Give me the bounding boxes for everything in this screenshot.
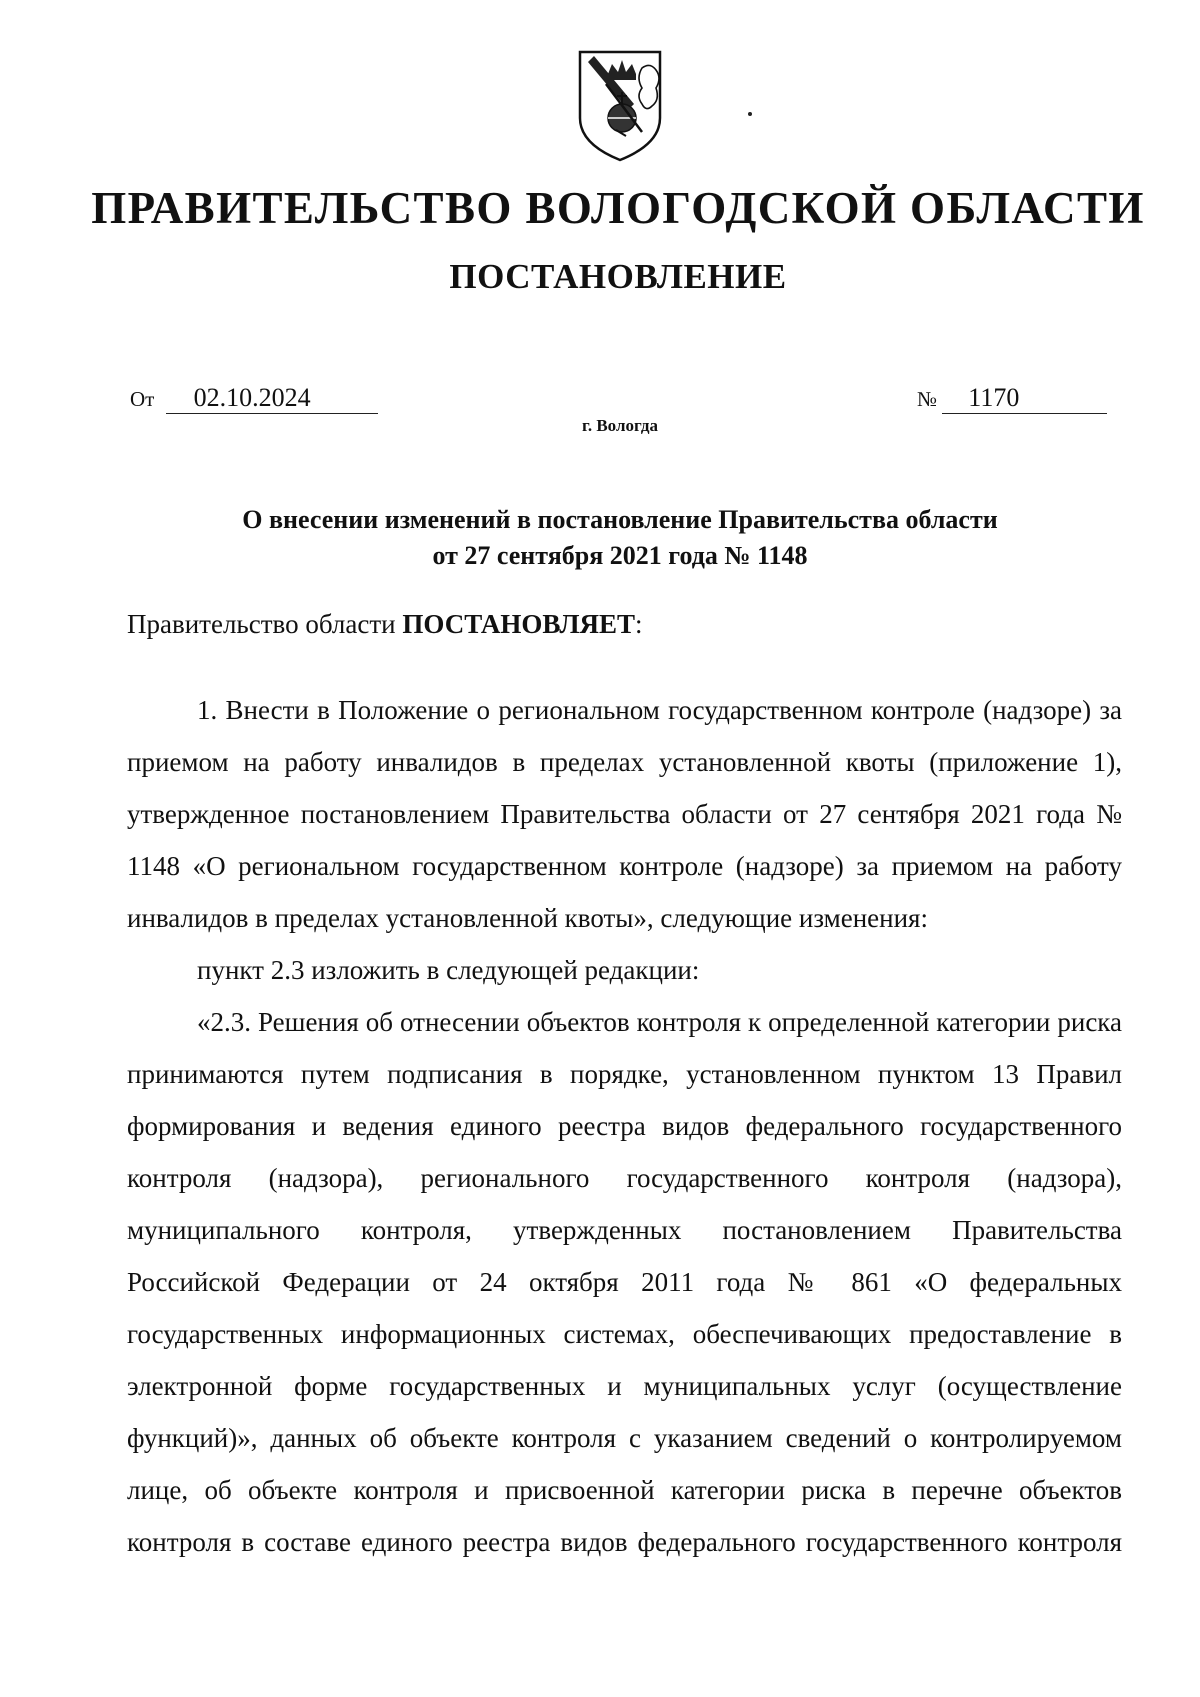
number-label: № bbox=[917, 387, 938, 411]
preamble bbox=[127, 609, 643, 640]
document-type: ПОСТАНОВЛЕНИЕ bbox=[449, 257, 787, 296]
preamble-colon: : bbox=[634, 609, 643, 639]
date-value: 02.10.2024 bbox=[166, 383, 378, 414]
coat-of-arms-icon bbox=[576, 48, 664, 164]
city: г. Вологда bbox=[582, 416, 658, 435]
document-subject bbox=[0, 502, 1200, 574]
body-paragraph-2: пункт 2.3 изложить в следующей редакции: bbox=[197, 955, 700, 985]
number-row bbox=[917, 383, 1107, 414]
government-title: ПРАВИТЕЛЬСТВО ВОЛОГОДСКОЙ ОБЛАСТИ bbox=[91, 183, 1145, 233]
scan-speck bbox=[748, 112, 752, 116]
decree-word: ПОСТАНОВЛЯЕТ bbox=[402, 609, 635, 639]
number-value: 1170 bbox=[942, 383, 1107, 414]
date-row bbox=[130, 383, 378, 414]
subject-line-1: О внесении изменений в постановление Правительства области bbox=[242, 505, 998, 534]
subject-line-2: от 27 сентября 2021 года № 1148 bbox=[432, 541, 808, 570]
body-paragraph-3: «2.3. Решения об отнесении объектов контроля к определенной категории риска принимаются путем подписания в порядке, установленном пунктом 13 Правил формирования и ведения единого реестра видов федерального государственного контроля (надзора), регионального государственного контроля (надзора), муниципального контроля, утвержденных постановлением Правительства Российской Федерации от 24 октября 2011 года № 861 «О федеральных государственных информационных системах, обеспечивающих предоставление в электронной форме государственных и муниципальных услуг (осуществление функций)», данных об объекте контроля с указанием сведений о контролируемом лице, об объекте контроля и присвоенной категории риска в перечне объектов контроля в составе единого реестра видов федерального государственного контроля bbox=[127, 1007, 1122, 1557]
document-body bbox=[127, 684, 1122, 1568]
preamble-text: Правительство области bbox=[127, 609, 403, 639]
body-paragraph-1: 1. Внести в Положение о региональном государственном контроле (надзоре) за приемом на работу инвалидов в пределах установленной квоты (приложение 1), утвержденное постановлением Правительства области от 27 сентября 2021 года № 1148 «О региональном государственном контроле (надзоре) за приемом на работу инвалидов в пределах установленной квоты», следующие изменения: bbox=[127, 695, 1122, 933]
date-label: От bbox=[130, 387, 155, 411]
